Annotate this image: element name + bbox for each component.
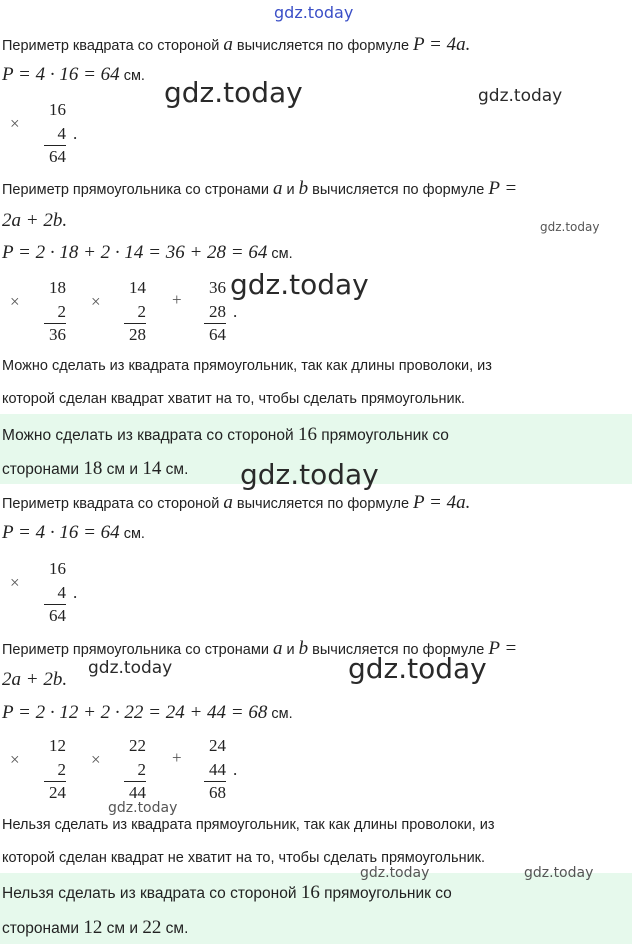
computed-by-text: вычисляется по формуле (312, 642, 485, 658)
dot: . (73, 124, 78, 143)
addend-bottom: 28 (209, 302, 226, 321)
dot: . (233, 302, 238, 321)
arithmetic-row (0, 276, 260, 348)
rect-formula-line (2, 178, 517, 200)
result-line (124, 323, 146, 324)
result-line (44, 323, 66, 324)
addend-bottom: 44 (209, 760, 226, 779)
and-text: и (286, 182, 295, 198)
answer-text-end: прямоугольник со (324, 885, 452, 902)
factor-bottom: 4 (57, 583, 66, 602)
product: 24 (49, 783, 66, 802)
plus-sign: + (172, 290, 182, 309)
answer-side: 16 (297, 424, 317, 445)
factor-top: 18 (49, 278, 66, 297)
answer-dim: 12 (83, 917, 103, 938)
watermark: gdz.today (478, 86, 563, 106)
watermark: gdz.today (348, 652, 487, 685)
sum: 68 (209, 783, 226, 802)
factor-bottom: 2 (137, 760, 146, 779)
result-line (204, 781, 226, 782)
multiply-sign: × (10, 750, 20, 769)
multiply-sign: × (10, 573, 20, 592)
square-calc-line (2, 522, 145, 544)
var-b: b (298, 178, 309, 199)
multiply-sign: × (91, 750, 101, 769)
result-line (204, 323, 226, 324)
rect-calc: P = 2 · 12 + 2 · 22 = 24 + 44 = 68 (2, 702, 268, 723)
rect-formula-end: 2a + 2b. (2, 210, 68, 231)
watermark: gdz.today (240, 458, 379, 491)
var-a: a (223, 34, 233, 55)
square-formula-text: Периметр квадрата со стороной (2, 496, 220, 512)
product: 28 (129, 325, 146, 344)
answer-text: Можно сделать из квадрата со стороной (2, 427, 294, 444)
addend-top: 36 (209, 278, 226, 297)
watermark: gdz.today (360, 865, 430, 881)
rect-formula-text: Периметр прямоугольника со стронами (2, 182, 269, 198)
answer-unit: см и (106, 920, 139, 937)
computed-by-text: вычисляется по формуле (236, 496, 410, 512)
square-formula-text: Периметр квадрата со стороной (2, 38, 220, 54)
product: 64 (49, 147, 66, 166)
multiply-sign: × (91, 292, 101, 311)
square-formula: P = 4a. (413, 34, 471, 55)
answer-unit: см. (165, 461, 189, 478)
answer-text: Нельзя сделать из квадрата со стороной (2, 885, 297, 902)
watermark: gdz.today (88, 658, 173, 678)
var-b: b (298, 638, 309, 659)
answer-line (2, 882, 452, 904)
and-text: и (286, 642, 295, 658)
rect-calc-line (2, 242, 293, 264)
rect-formula-end: 2a + 2b. (2, 669, 68, 690)
answer-text-end: прямоугольник со (321, 427, 449, 444)
watermark: gdz.today (230, 268, 369, 301)
computed-by-text: вычисляется по формуле (312, 182, 485, 198)
var-a: a (223, 492, 233, 513)
factor-top: 16 (49, 559, 66, 578)
answer-unit: см и (106, 461, 139, 478)
unit-cm: см. (271, 246, 293, 262)
factor-top: 12 (49, 736, 66, 755)
multiplication-block (0, 98, 100, 170)
dot: . (233, 760, 238, 779)
result-line (44, 604, 66, 605)
answer-text: сторонами (2, 461, 80, 478)
answer-text: сторонами (2, 920, 80, 937)
unit-cm: см. (123, 526, 145, 542)
arithmetic-row (0, 734, 260, 806)
result-line (124, 781, 146, 782)
product: 44 (129, 783, 146, 802)
square-formula: P = 4a. (413, 492, 471, 513)
rect-formula-start: P = (488, 178, 518, 199)
multiplication-block (0, 557, 100, 629)
computed-by-text: вычисляется по формуле (236, 38, 410, 54)
conclusion-line: Нельзя сделать из квадрата прямоугольник, так как длины проволоки, из (2, 817, 495, 833)
watermark: gdz.today (540, 220, 600, 234)
factor-bottom: 4 (57, 124, 66, 143)
conclusion-line: которой сделан квадрат не хватит на то, чтобы сделать прямоугольник. (2, 850, 486, 866)
factor-bottom: 2 (137, 302, 146, 321)
header-watermark: gdz.today (274, 3, 354, 22)
factor-bottom: 2 (57, 302, 66, 321)
result-line (44, 145, 66, 146)
watermark: gdz.today (164, 76, 303, 109)
product: 36 (49, 325, 66, 344)
answer-line (2, 458, 188, 480)
answer-side: 16 (300, 882, 320, 903)
watermark: gdz.today (108, 800, 178, 816)
rect-formula-start: P = (488, 638, 518, 659)
answer-dim: 22 (142, 917, 162, 938)
rect-formula-text: Периметр прямоугольника со стронами (2, 642, 269, 658)
var-a: a (272, 178, 283, 199)
conclusion-line: Можно сделать из квадрата прямоугольник, так как длины проволоки, из (2, 358, 492, 374)
answer-line (2, 917, 188, 939)
dot: . (73, 583, 78, 602)
addend-top: 24 (209, 736, 226, 755)
factor-top: 16 (49, 100, 66, 119)
multiply-sign: × (10, 292, 20, 311)
var-a: a (272, 638, 283, 659)
factor-top: 22 (129, 736, 146, 755)
plus-sign: + (172, 748, 182, 767)
factor-bottom: 2 (57, 760, 66, 779)
factor-top: 14 (129, 278, 146, 297)
square-calc: P = 4 · 16 = 64 (2, 522, 120, 543)
conclusion-line: которой сделан квадрат хватит на то, чтобы сделать прямоугольник. (2, 391, 465, 407)
answer-line (2, 424, 449, 446)
rect-calc: P = 2 · 18 + 2 · 14 = 36 + 28 = 64 (2, 242, 268, 263)
answer-unit: см. (165, 920, 189, 937)
square-calc-line (2, 64, 145, 86)
watermark: gdz.today (524, 865, 594, 881)
square-calc: P = 4 · 16 = 64 (2, 64, 120, 85)
unit-cm: см. (271, 706, 293, 722)
answer-dim: 14 (142, 458, 162, 479)
product: 64 (49, 606, 66, 625)
square-formula-line (2, 34, 470, 56)
rect-calc-line (2, 702, 293, 724)
square-formula-line (2, 492, 470, 514)
answer-dim: 18 (83, 458, 103, 479)
rect-formula-end-line (2, 669, 67, 691)
sum: 64 (209, 325, 226, 344)
result-line (44, 781, 66, 782)
rect-formula-end-line (2, 210, 67, 232)
unit-cm: см. (123, 68, 145, 84)
multiply-sign: × (10, 114, 20, 133)
